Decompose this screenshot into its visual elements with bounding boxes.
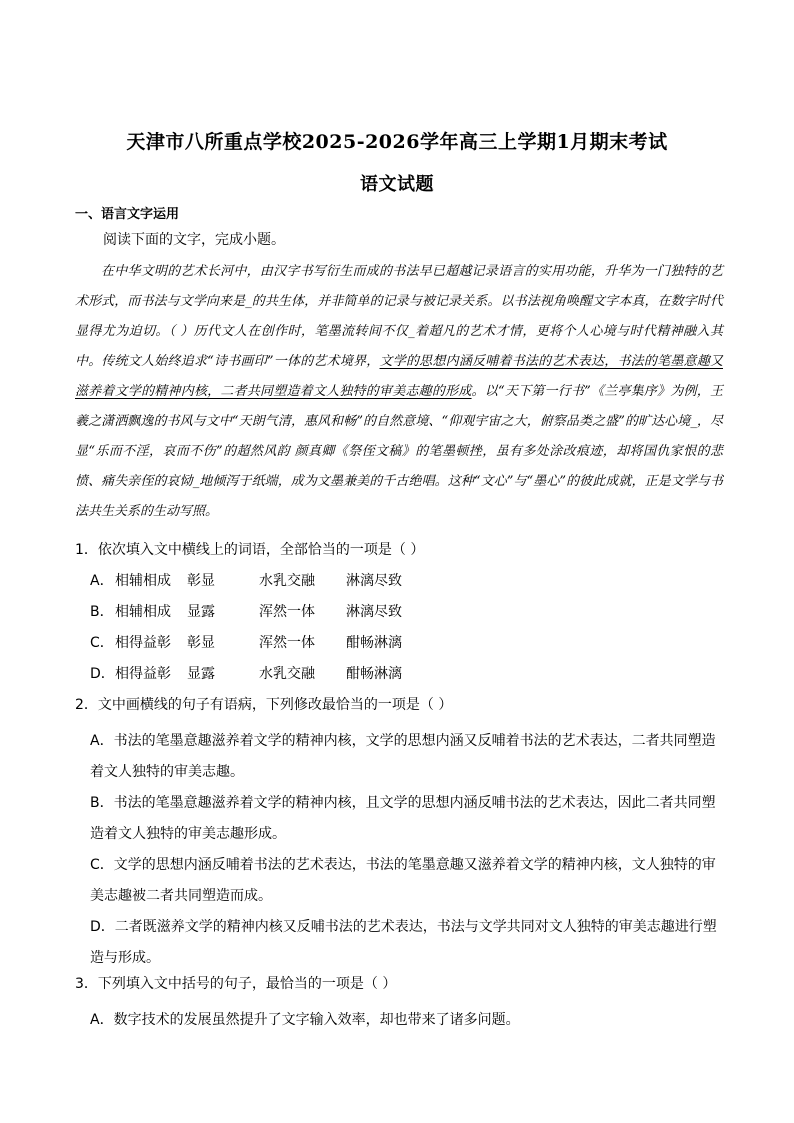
option-word: 淋漓尽致 <box>346 604 402 620</box>
question-1-option-b[interactable] <box>75 602 723 633</box>
option-letter: A． <box>90 573 114 589</box>
question-2-option-d[interactable]: D．二者既滋养文学的精神内核又反哺书法的艺术表达，书法与文学共同对文人独特的审美志趣进行塑造与形成。 <box>90 919 717 966</box>
option-letter: C． <box>90 635 114 651</box>
question-1-stem: 1．依次填入文中横线上的词语，全部恰当的一项是（ ） <box>75 542 425 558</box>
section-heading: 一、语言文字运用 <box>75 207 180 222</box>
question-2-option-c[interactable]: C．文学的思想内涵反哺着书法的艺术表达，书法的笔墨意趣又滋养着文学的精神内核，文人独特的审美志趣被二者共同塑造而成。 <box>90 857 716 904</box>
question-2-stem: 2．文中画横线的句子有语病，下列修改最恰当的一项是（ ） <box>75 697 453 713</box>
option-word: 相辅相成 <box>115 604 171 620</box>
passage-text-part1: 在中华文明的艺术长河中，由汉字书写衍生而成的书法早已超越记录语言的实用功能，升华为一门独特的艺术形式，而书法与文学向来是_的共生体，并非简单的记录与被记录关系。以书法视角唤醒文字本真，在数字时代显得尤为迫切。（ ）历代文人在创作时，笔墨流转间不仅_着超凡的艺术才情，更将个人心境与时代精神融入其中。传统文人始终追求“诗书画印”一体的艺术境界， <box>75 264 723 369</box>
option-word: 彰显 <box>187 635 215 651</box>
reading-instruction: 阅读下面的文字，完成小题。 <box>103 232 285 248</box>
exam-subtitle: 语文试题 <box>360 174 434 195</box>
option-word: 酣畅淋漓 <box>346 635 402 651</box>
question-3-option-a[interactable]: A．数字技术的发展虽然提升了文字输入效率，却也带来了诸多问题。 <box>90 1012 520 1028</box>
option-word: 相辅相成 <box>115 573 171 589</box>
option-letter: B． <box>90 604 114 620</box>
option-word: 浑然一体 <box>259 635 315 651</box>
passage-text-part2: 。以“天下第一行书”《兰亭集序》为例，王羲之潇洒飘逸的书风与文中“天朗气清，惠风和畅”的自然意境、“仰观宇宙之大，俯察品类之盛”的旷达心境_，尽显“乐而不淫，哀而不伤”的超然风韵 颜真卿《祭侄文稿》的笔墨顿挫，虽有多处涂改痕迹，却将国仇家恨的悲愤、痛失亲侄的哀恸_地倾泻于纸端，成为文墨兼美的千古绝唱。这种“文心”与“墨心”的彼此成就，正是文学与书法共生关系的生动写照。 <box>75 384 723 519</box>
question-1-option-a[interactable] <box>75 571 723 602</box>
option-word: 水乳交融 <box>259 573 315 589</box>
option-word: 淋漓尽致 <box>346 573 402 589</box>
question-1-option-d[interactable] <box>75 664 723 695</box>
passage-paragraph <box>75 257 723 527</box>
option-word: 显露 <box>187 604 215 620</box>
question-2-option-a[interactable]: A．书法的笔墨意趣滋养着文学的精神内核，文学的思想内涵又反哺着书法的艺术表达，二者共同塑造着文人独特的审美志趣。 <box>90 733 716 780</box>
underlined-sentence: 文学的思想内涵反哺着书法的艺术表达，书法的笔墨意趣又滋养着文学的精神内核，二者共同塑造着文人独特的审美志趣的形成 <box>75 354 723 399</box>
option-word: 彰显 <box>187 573 215 589</box>
option-word: 水乳交融 <box>259 666 315 682</box>
option-word: 相得益彰 <box>115 666 171 682</box>
option-word: 相得益彰 <box>115 635 171 651</box>
question-3-stem: 3．下列填入文中括号的句子，最恰当的一项是（ ） <box>75 976 397 992</box>
question-list <box>75 540 723 1036</box>
reading-passage <box>75 257 723 527</box>
option-word: 酣畅淋漓 <box>346 666 402 682</box>
exam-title: 天津市八所重点学校2025-2026学年高三上学期1月期末考试 <box>126 131 668 153</box>
option-word: 显露 <box>187 666 215 682</box>
option-word: 浑然一体 <box>259 604 315 620</box>
option-letter: D． <box>90 666 115 682</box>
question-2-option-b[interactable]: B．书法的笔墨意趣滋养着文学的精神内核，且文学的思想内涵反哺书法的艺术表达，因此二者共同塑造着文人独特的审美志趣形成。 <box>90 795 716 842</box>
question-1-option-c[interactable] <box>75 633 723 664</box>
